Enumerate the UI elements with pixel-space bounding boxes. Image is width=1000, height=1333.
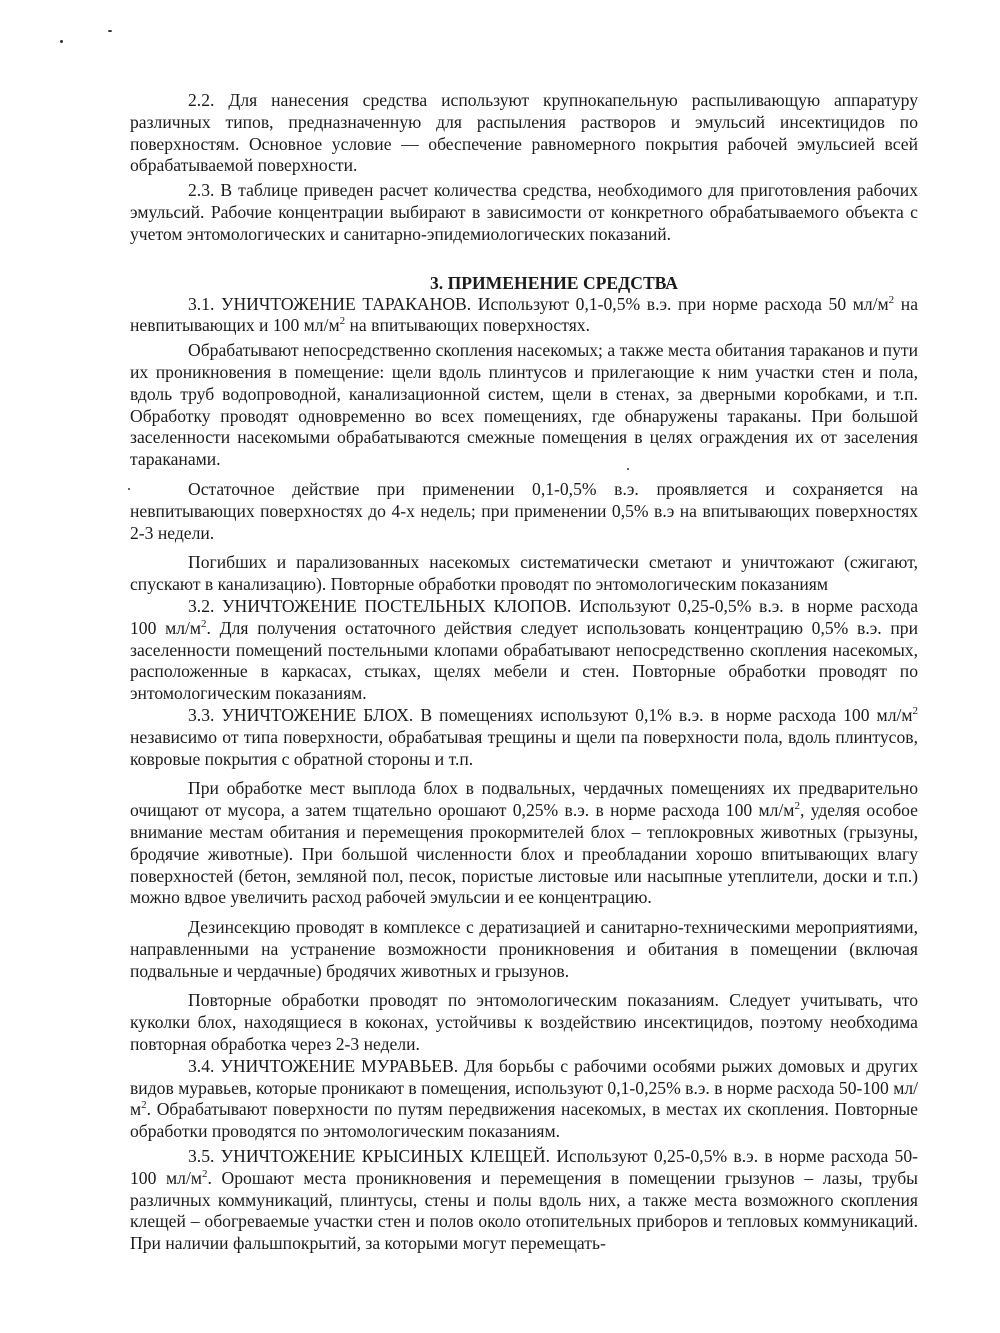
scan-speck — [60, 40, 63, 43]
scan-speck — [128, 488, 130, 490]
paragraph-3-5: 3.5. УНИЧТОЖЕНИЕ КРЫСИНЫХ КЛЕЩЕЙ. Используют 0,25-0,5% в.э. в норме расхода 50-100 $мл/м^2$. Орошают места проникновения и перемещения в помещении грызунов – лазы, трубы различных коммуникаций, плинтусы, стены и полы вдоль них, а также места возможного скопления клещей – обогреваемые участки стен и полов около отопительных приборов и тепловых коммуникаций. При наличии фальшпокрытий, за которыми могут перемещать- — [130, 1146, 918, 1254]
paragraph-2-3: 2.3. В таблице приведен расчет количества средства, необходимого для приготовления рабочих эмульсий. Рабочие концентрации выбирают в зависимости от конкретного обрабатываемого объекта с учетом энтомологических и санитарно-эпидемиологических показаний. — [130, 180, 918, 244]
paragraph-3-3-repeat: Повторные обработки проводят по энтомологическим показаниям. Следует учитывать, что куколки блох, находящиеся в коконах, устойчивы к воздействию инсектицидов, поэтому необходима повторная обработка через 2-3 недели. — [130, 990, 918, 1055]
paragraph-3-3: 3.3. УНИЧТОЖЕНИЕ БЛОХ. В помещениях используют 0,1% в.э. в норме расхода 100 $мл/м^2$ независимо от типа поверхности, обрабатывая трещины и щели па поверхности пола, вдоль плинтусов, ковровые покрытия с обратной стороны и т.п. — [130, 704, 918, 769]
paragraph-3-3-breeding: При обработке мест выплода блох в подвальных, чердачных помещениях их предварительно очищают от мусора, а затем тщательно орошают 0,25% в.э. в норме расхода 100 $мл/м^2$, уделяя особое внимание местам обитания и перемещения прокормителей блох – теплокровных животных (грызуны, бродячие животные). При большой численности блох и преобладании хорошо впитывающих влагу поверхностей (бетон, земляной пол, песок, пористые листовые или насыпные утеплители, доски и т.п.) можно вдвое увеличить расход рабочей эмульсии и ее концентрацию. — [130, 778, 918, 908]
paragraph-3-1-treatment: Обрабатывают непосредственно скопления насекомых; а также места обитания тараканов и пути их проникновения в помещение: щели вдоль плинтусов и прилегающие к ним участки стен и пола, вдоль труб водопроводной, канализационной систем, щели в стенах, за дверными коробками, и т.п. Обработку проводят одновременно во всех помещениях, где обнаружены тараканы. При большой заселенности насекомыми обрабатываются смежные помещения в целях ограждения их от заселения тараканами. — [130, 340, 918, 470]
section-title: 3. ПРИМЕНЕНИЕ СРЕДСТВА — [429, 272, 679, 293]
paragraph-3-2: 3.2. УНИЧТОЖЕНИЕ ПОСТЕЛЬНЫХ КЛОПОВ. Используют 0,25-0,5% в.э. в норме расхода 100 $мл/м^2$. Для получения остаточного действия следует использовать концентрацию 0,5% в.э. при заселенности помещений постельными клопами обрабатывают непосредственно скопления насекомых, расположенные в каркасах, стыках, щелях мебели и стен. Повторные обработки проводят по энтомологическим показаниям. — [130, 595, 918, 704]
scan-speck — [627, 468, 629, 470]
scan-speck — [108, 30, 112, 32]
paragraph-2-2: 2.2. Для нанесения средства используют крупнокапельную распыливающую аппаратуру различных типов, предназначенную для распыления растворов и эмульсий инсектицидов по поверхностям. Основное условие — обеспечение равномерного покрытия рабочей эмульсией всей обрабатываемой поверхности. — [130, 90, 918, 176]
paragraph-3-1-disposal: Погибших и парализованных насекомых систематически сметают и уничтожают (сжигают, спускают в канализацию). Повторные обработки проводят по энтомологическим показаниям — [130, 552, 918, 595]
paragraph-3-3-complex: Дезинсекцию проводят в комплексе с дератизацией и санитарно-техническими мероприятиями, направленными на устранение возможности проникновения и обитания в помещении (включая подвальные и чердачные) бродячих животных и грызунов. — [130, 917, 918, 981]
paragraph-3-4: 3.4. УНИЧТОЖЕНИЕ МУРАВЬЕВ. Для борьбы с рабочими особями рыжих домовых и других видов муравьев, которые проникают в помещения, используют 0,1-0,25% в.э. в норме расхода 50-100 $мл/м^2$. Обрабатывают поверхности по путям передвижения насекомых, в местах их скопления. Повторные обработки проводятся по энтомологическим показаниям. — [130, 1055, 918, 1142]
paragraph-3-1-residual: Остаточное действие при применении 0,1-0,5% в.э. проявляется и сохраняется на невпитывающих поверхностях до 4-х недель; при применении 0,5% в.э на впитывающих поверхностях 2-3 недели. — [130, 478, 918, 543]
paragraph-3-1: 3.1. УНИЧТОЖЕНИЕ ТАРАКАНОВ. Используют 0,1-0,5% в.э. при норме расхода 50 $мл/м^2$ на невпитывающих и 100 $мл/м^2$ на впитывающих поверхностях. — [130, 293, 919, 336]
